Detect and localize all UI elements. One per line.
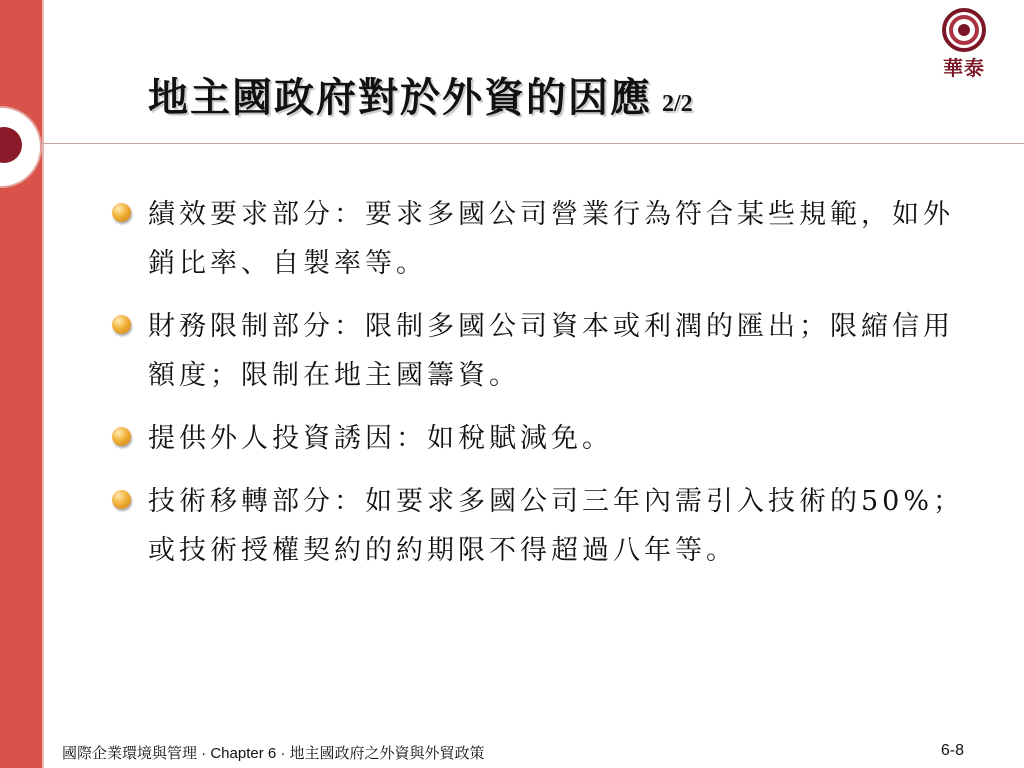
bullet-text: 財務限制部分：限制多國公司資本或利潤的匯出；限縮信用額度；限制在地主國籌資。 bbox=[148, 311, 954, 391]
bullet-text: 提供外人投資誘因：如稅賦減免。 bbox=[148, 423, 613, 454]
footer-caption: 國際企業環境與管理 · Chapter 6 · 地主國政府之外資與外貿政策 bbox=[62, 745, 485, 762]
title-divider bbox=[40, 143, 1024, 144]
bullet-icon bbox=[112, 315, 131, 334]
list-item bbox=[112, 190, 972, 288]
page-number: 6-8 bbox=[940, 742, 964, 759]
slide-title bbox=[148, 66, 693, 123]
bullet-list bbox=[112, 190, 972, 589]
logo-rings-icon bbox=[934, 8, 994, 54]
bullet-icon bbox=[112, 203, 131, 222]
bullet-text: 績效要求部分：要求多國公司營業行為符合某些規範，如外銷比率、自製率等。 bbox=[148, 199, 954, 279]
bullet-icon bbox=[112, 427, 131, 446]
publisher-logo bbox=[934, 8, 994, 80]
left-accent-edge bbox=[42, 0, 44, 768]
list-item bbox=[112, 302, 972, 400]
slide-title-text: 地主國政府對於外資的因應 bbox=[148, 74, 652, 121]
slide-title-page: 2/2 bbox=[662, 91, 693, 117]
list-item bbox=[112, 477, 972, 575]
logo-text: 華泰 bbox=[943, 56, 985, 80]
list-item bbox=[112, 414, 972, 463]
bullet-text: 技術移轉部分：如要求多國公司三年內需引入技術的50%；或技術授權契約的約期限不得超過八年等。 bbox=[148, 486, 965, 566]
bullet-icon bbox=[112, 490, 131, 509]
